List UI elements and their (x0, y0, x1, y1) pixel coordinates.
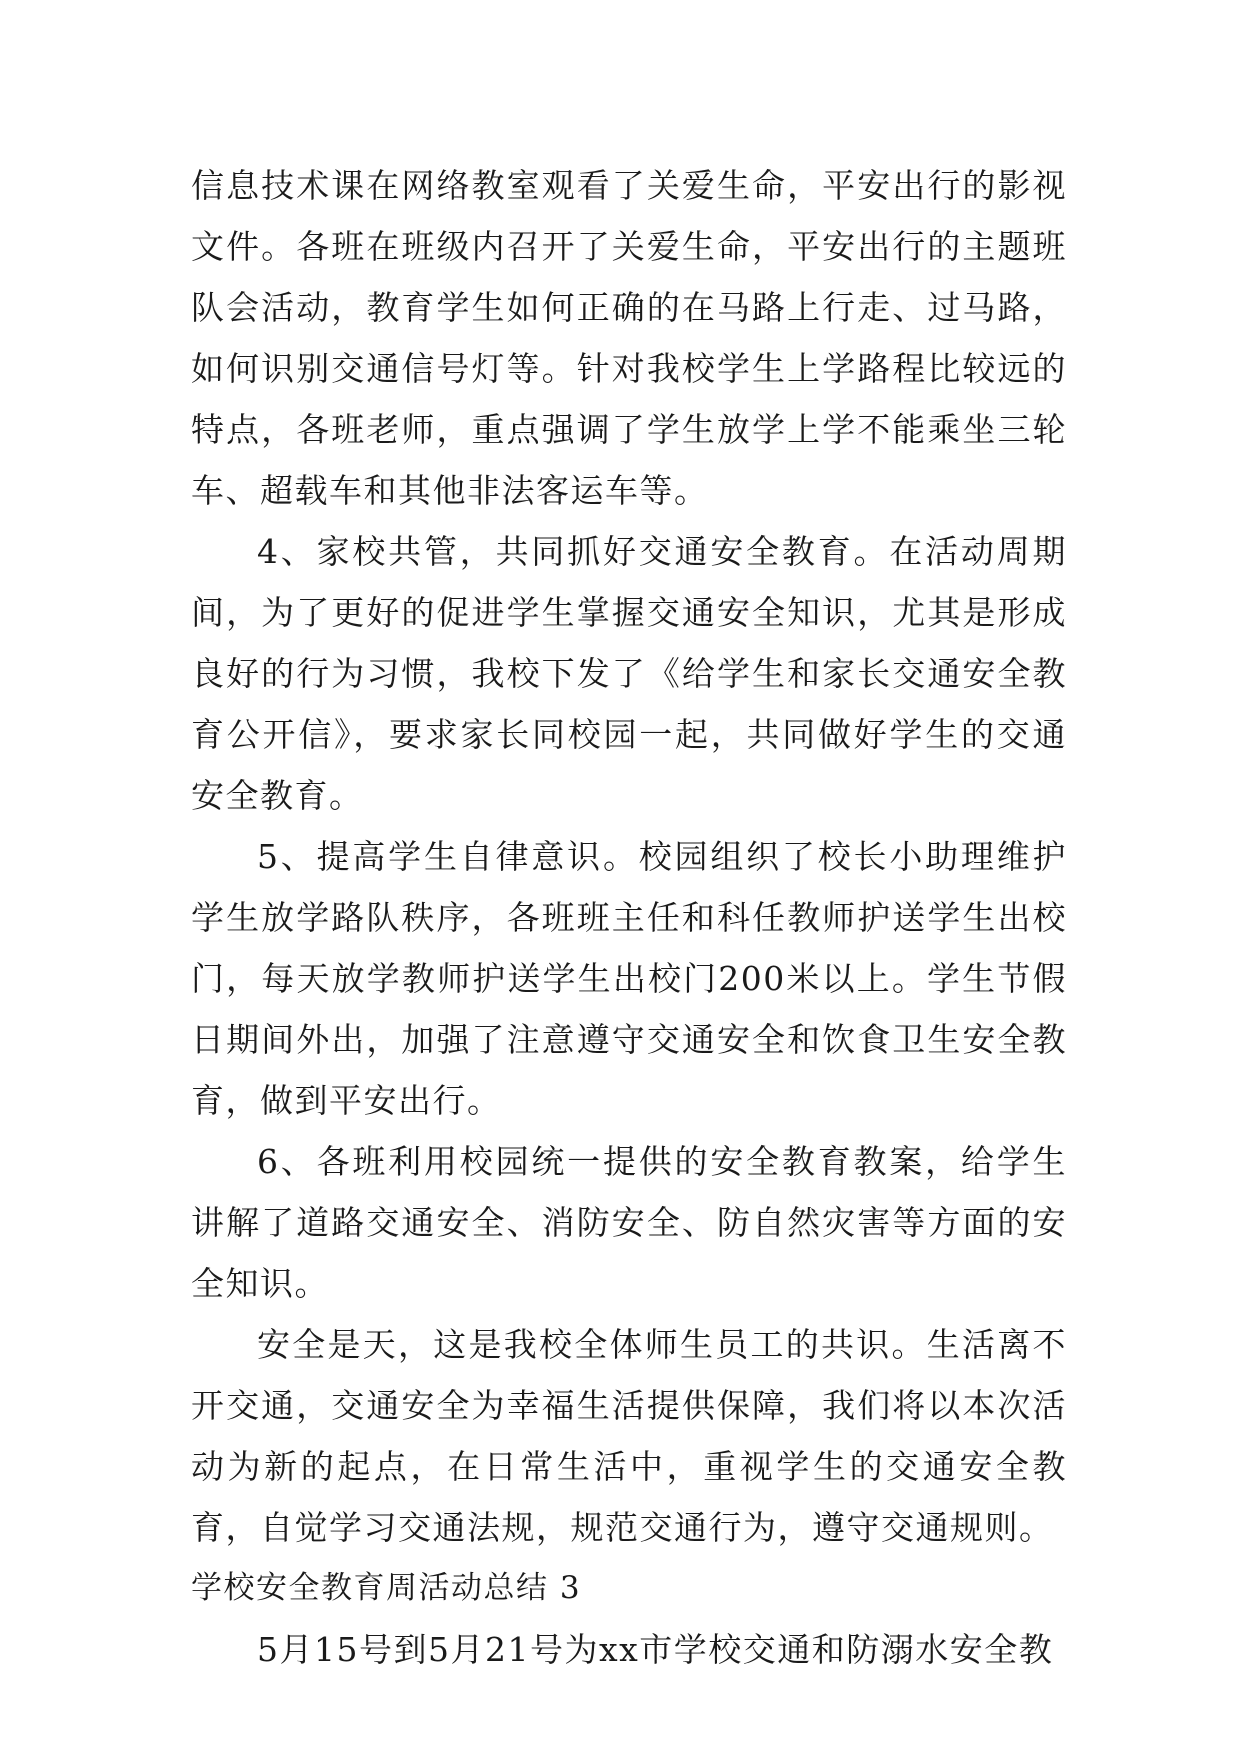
paragraph-item-6: 6、各班利用校园统一提供的安全教育教案，给学生讲解了道路交通安全、消防安全、防自然灾害等方面的安全知识。 (191, 1142, 1067, 1303)
paragraph-intro: 5月15号到5月21号为xx市学校交通和防溺水安全教 (257, 1630, 1054, 1669)
paragraph-item-4: 4、家校共管，共同抓好交通安全教育。在活动周期间，为了更好的促进学生掌握交通安全知识，尤其是形成良好的行为习惯，我校下发了《给学生和家长交通安全教育公开信》，要求家长同校园一起，共同做好学生的交通安全教育。 (191, 532, 1067, 815)
document-body (191, 155, 1067, 1680)
paragraph-item-5: 5、提高学生自律意识。校园组织了校长小助理维护学生放学路队秩序，各班班主任和科任教师护送学生出校门，每天放学教师护送学生出校门200米以上。学生节假日期间外出，加强了注意遵守交通安全和饮食卫生安全教育，做到平安出行。 (191, 837, 1067, 1120)
paragraph-conclusion: 安全是天，这是我校全体师生员工的共识。生活离不开交通，交通安全为幸福生活提供保障，我们将以本次活动为新的起点，在日常生活中，重视学生的交通安全教育，自觉学习交通法规，规范交通行为，遵守交通规则。 (191, 1325, 1067, 1547)
section-heading: 学校安全教育周活动总结 3 (191, 1570, 582, 1606)
paragraph-continuation: 信息技术课在网络教室观看了关爱生命，平安出行的影视文件。各班在班级内召开了关爱生命，平安出行的主题班队会活动，教育学生如何正确的在马路上行走、过马路，如何识别交通信号灯等。针对我校学生上学路程比较远的特点，各班老师，重点强调了学生放学上学不能乘坐三轮车、超载车和其他非法客运车等。 (191, 166, 1067, 510)
